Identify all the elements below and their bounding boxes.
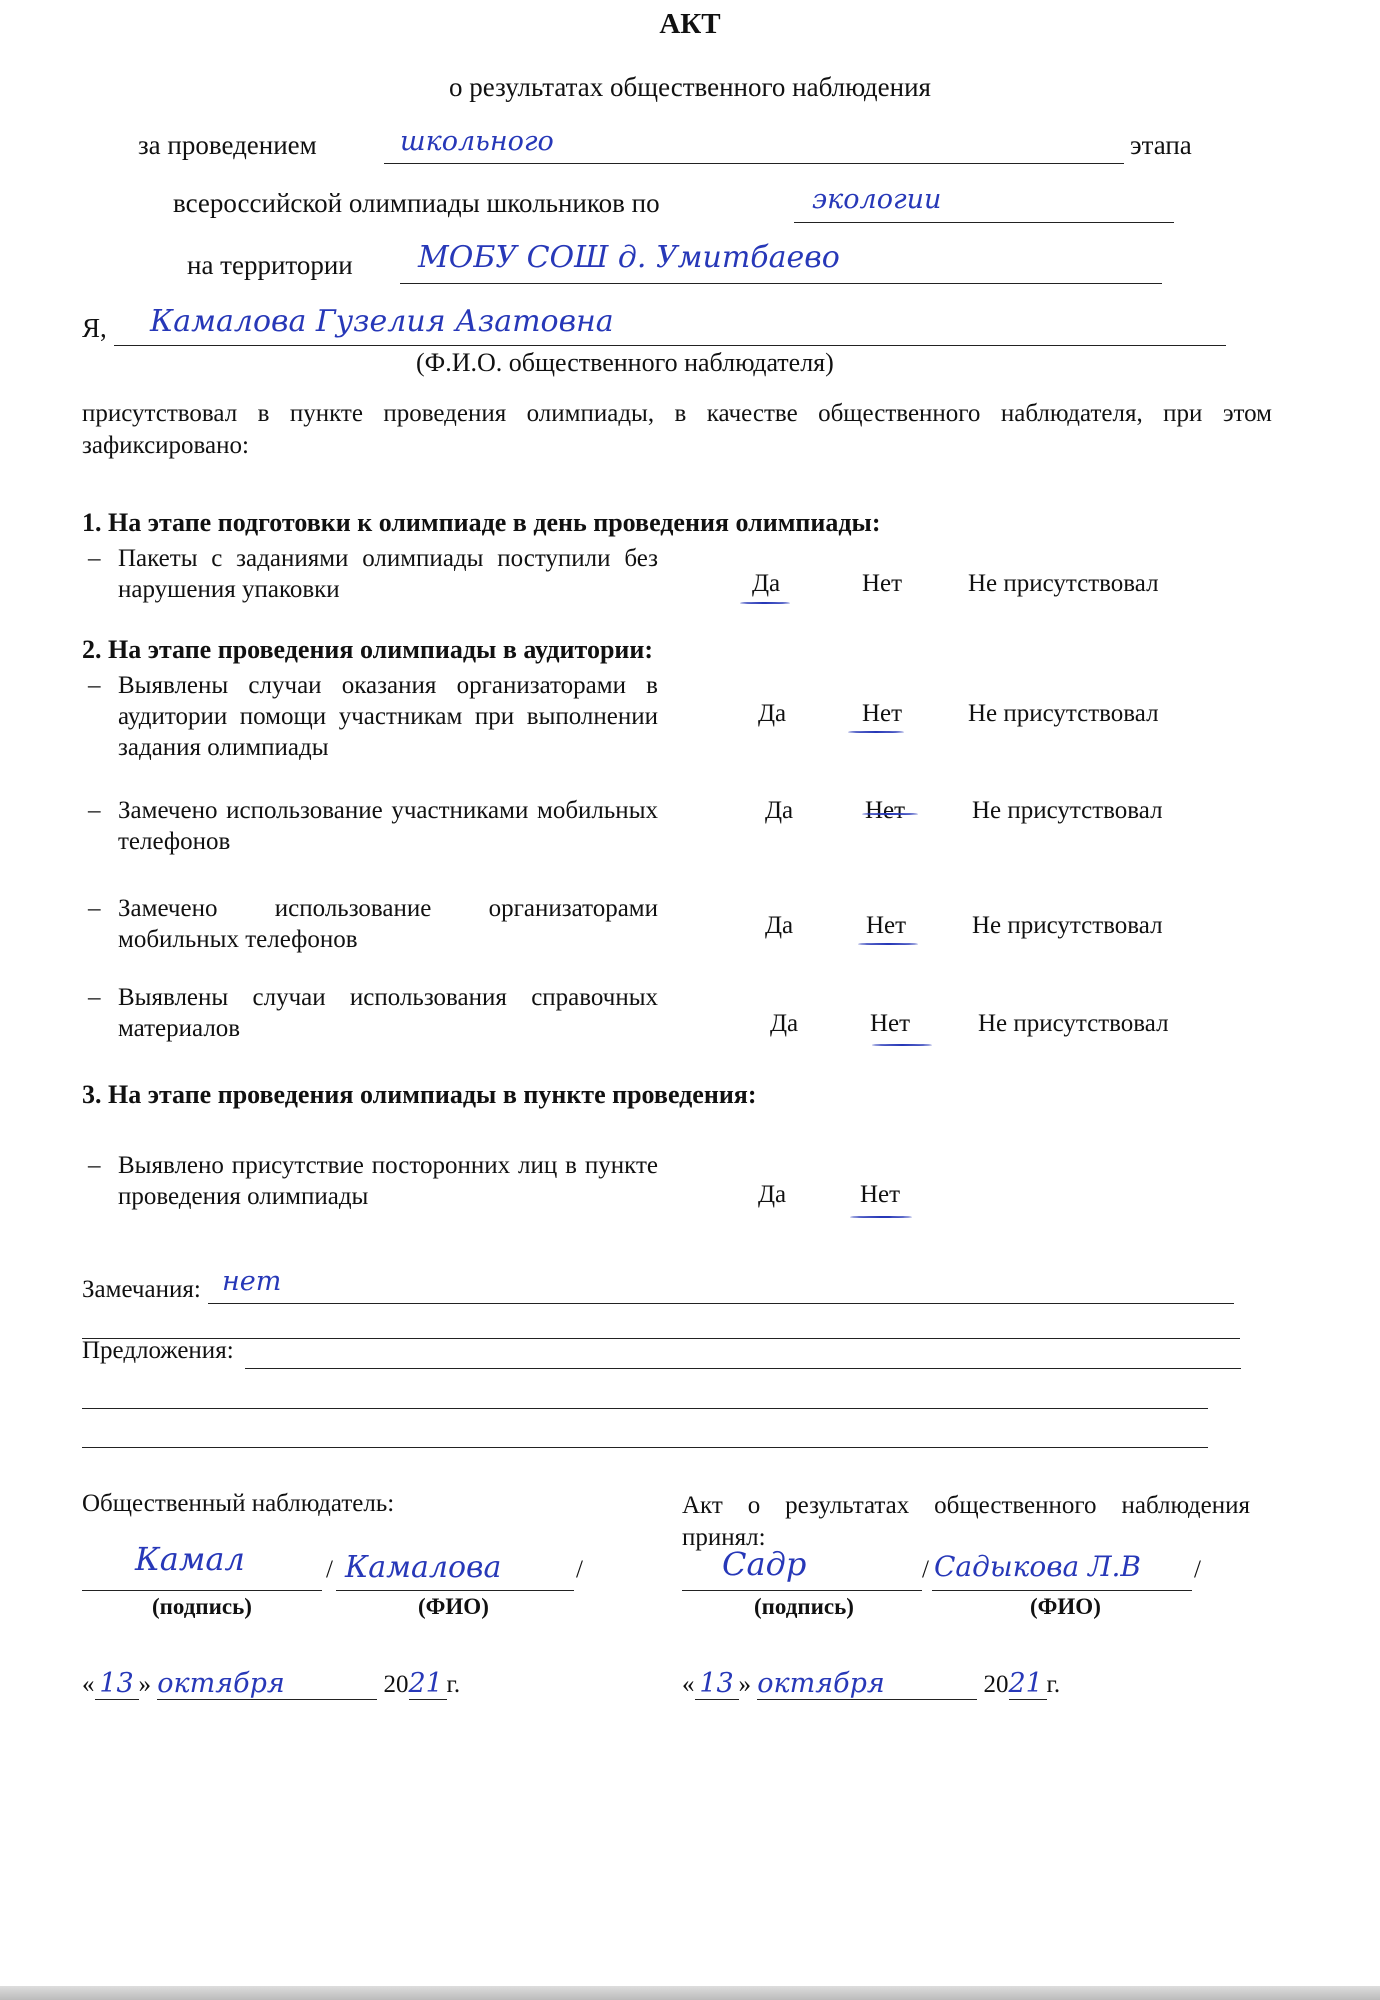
remarks-value[interactable]: нет xyxy=(222,1266,282,1297)
remarks-line-2 xyxy=(82,1338,1240,1339)
year-suffix[interactable]: 21 xyxy=(1009,1668,1047,1700)
section-2-title: 2. На этапе проведения олимпиады в аудитории: xyxy=(82,635,654,664)
year-suffix[interactable]: 21 xyxy=(409,1668,447,1700)
dash-bullet: – xyxy=(88,895,101,922)
receiver-sign-heading: Акт о результатах общественного наблюдения принял: xyxy=(682,1492,1250,1551)
option-no[interactable]: Нет xyxy=(865,797,906,824)
slash: / xyxy=(1194,1556,1201,1583)
slash: / xyxy=(576,1556,583,1583)
selected-mark xyxy=(858,943,918,945)
option-no[interactable]: Нет xyxy=(870,1010,911,1037)
receiver-signature[interactable]: Садр xyxy=(722,1545,807,1583)
selected-mark xyxy=(848,731,904,733)
option-absent[interactable]: Не присутствовал xyxy=(968,700,1159,727)
receiver-date: « 13 » октября 2021 г. xyxy=(682,1668,1061,1699)
selected-mark xyxy=(872,1044,932,1046)
selected-mark xyxy=(862,813,918,815)
question-text: Выявлено присутствие посторонних лиц в пункте проведения олимпиады xyxy=(118,1152,658,1210)
observer-date: « 13 » октября 2021 г. xyxy=(82,1668,461,1699)
option-absent[interactable]: Не присутствовал xyxy=(972,912,1163,939)
scan-edge xyxy=(0,1986,1380,2000)
option-yes[interactable]: Да xyxy=(752,570,781,597)
selected-mark xyxy=(850,1216,912,1218)
proposals-line[interactable] xyxy=(245,1368,1241,1369)
subject-value[interactable]: экологии xyxy=(812,184,942,215)
question-text: Выявлены случаи использования справочных материалов xyxy=(118,984,658,1042)
signature-caption: (подпись) xyxy=(754,1594,854,1619)
date-day[interactable]: 13 xyxy=(95,1668,139,1700)
date-month[interactable]: октября xyxy=(157,1668,377,1700)
observer-caption: (Ф.И.О. общественного наблюдателя) xyxy=(416,348,834,377)
subject-line xyxy=(794,222,1174,223)
observer-name-line xyxy=(336,1590,574,1591)
signature-caption: (подпись) xyxy=(152,1594,252,1619)
stage-value[interactable]: школьного xyxy=(400,126,554,157)
option-no[interactable]: Нет xyxy=(862,700,903,727)
question-2-3 xyxy=(88,893,658,955)
subject-label: всероссийской олимпиады школьников по xyxy=(173,188,660,218)
section-1-title: 1. На этапе подготовки к олимпиаде в день проведения олимпиады: xyxy=(82,508,881,537)
option-no[interactable]: Нет xyxy=(860,1181,901,1208)
observer-prefix: Я, xyxy=(82,313,107,343)
option-no[interactable]: Нет xyxy=(866,912,907,939)
territory-line xyxy=(400,283,1162,284)
dash-bullet: – xyxy=(88,545,101,572)
remarks-line xyxy=(208,1303,1234,1304)
dash-bullet: – xyxy=(88,1152,101,1179)
observer-line xyxy=(114,345,1226,346)
option-absent[interactable]: Не присутствовал xyxy=(972,797,1163,824)
option-absent[interactable]: Не присутствовал xyxy=(968,570,1159,597)
slash: / xyxy=(326,1556,333,1583)
dash-bullet: – xyxy=(88,672,101,699)
section-3-title: 3. На этапе проведения олимпиады в пункте проведения: xyxy=(82,1080,757,1109)
question-2-1 xyxy=(88,670,658,763)
proposals-label: Предложения: xyxy=(82,1337,234,1364)
intro-text: присутствовал в пункте проведения олимпиады, в качестве общественного наблюдателя, при этом зафиксировано: xyxy=(82,400,1272,459)
territory-label: на территории xyxy=(187,250,353,280)
question-3-1 xyxy=(88,1150,658,1212)
selected-mark xyxy=(740,602,790,604)
observer-signature[interactable]: Камал xyxy=(135,1540,245,1578)
question-text: Замечено использование участниками мобильных телефонов xyxy=(118,797,658,855)
observer-fio[interactable]: Камалова xyxy=(345,1550,502,1585)
date-day[interactable]: 13 xyxy=(695,1668,739,1700)
territory-value[interactable]: МОБУ СОШ д. Умитбаево xyxy=(418,240,840,275)
option-absent[interactable]: Не присутствовал xyxy=(978,1010,1169,1037)
stage-line xyxy=(384,163,1124,164)
receiver-signature-line xyxy=(682,1590,922,1591)
observer-sign-heading: Общественный наблюдатель: xyxy=(82,1490,395,1517)
receiver-name-line xyxy=(932,1590,1192,1591)
remarks-label: Замечания: xyxy=(82,1276,201,1303)
question-text: Пакеты с заданиями олимпиады поступили без нарушения упаковки xyxy=(118,545,658,603)
stage-label: за проведением xyxy=(138,130,317,160)
observer-signature-line xyxy=(82,1590,322,1591)
option-no[interactable]: Нет xyxy=(862,570,903,597)
receiver-fio[interactable]: Садыкова Л.В xyxy=(934,1550,1141,1583)
fio-caption: (ФИО) xyxy=(1030,1594,1101,1619)
option-yes[interactable]: Да xyxy=(770,1010,799,1037)
option-yes[interactable]: Да xyxy=(758,700,787,727)
question-text: Выявлены случаи оказания организаторами в аудитории помощи участникам при выполнении задания олимпиады xyxy=(118,672,658,761)
question-text: Замечено использование организаторами мобильных телефонов xyxy=(118,895,658,953)
observer-name[interactable]: Камалова Гузелия Азатовна xyxy=(150,304,614,339)
year-prefix: 20 xyxy=(983,1671,1009,1698)
proposals-line-3 xyxy=(82,1447,1208,1448)
dash-bullet: – xyxy=(88,984,101,1011)
question-2-2 xyxy=(88,795,658,857)
date-month[interactable]: октября xyxy=(757,1668,977,1700)
dash-bullet: – xyxy=(88,797,101,824)
option-yes[interactable]: Да xyxy=(758,1181,787,1208)
year-end: г. xyxy=(1046,1671,1061,1698)
question-2-4 xyxy=(88,982,658,1044)
option-yes[interactable]: Да xyxy=(765,797,794,824)
option-yes[interactable]: Да xyxy=(765,912,794,939)
document-title: АКТ xyxy=(659,8,721,40)
slash: / xyxy=(922,1556,929,1583)
year-end: г. xyxy=(446,1671,461,1698)
proposals-line-2 xyxy=(82,1408,1208,1409)
document-subtitle: о результатах общественного наблюдения xyxy=(449,72,931,102)
stage-suffix: этапа xyxy=(1130,130,1192,160)
fio-caption: (ФИО) xyxy=(418,1594,489,1619)
question-1-1 xyxy=(88,543,658,605)
year-prefix: 20 xyxy=(383,1671,409,1698)
